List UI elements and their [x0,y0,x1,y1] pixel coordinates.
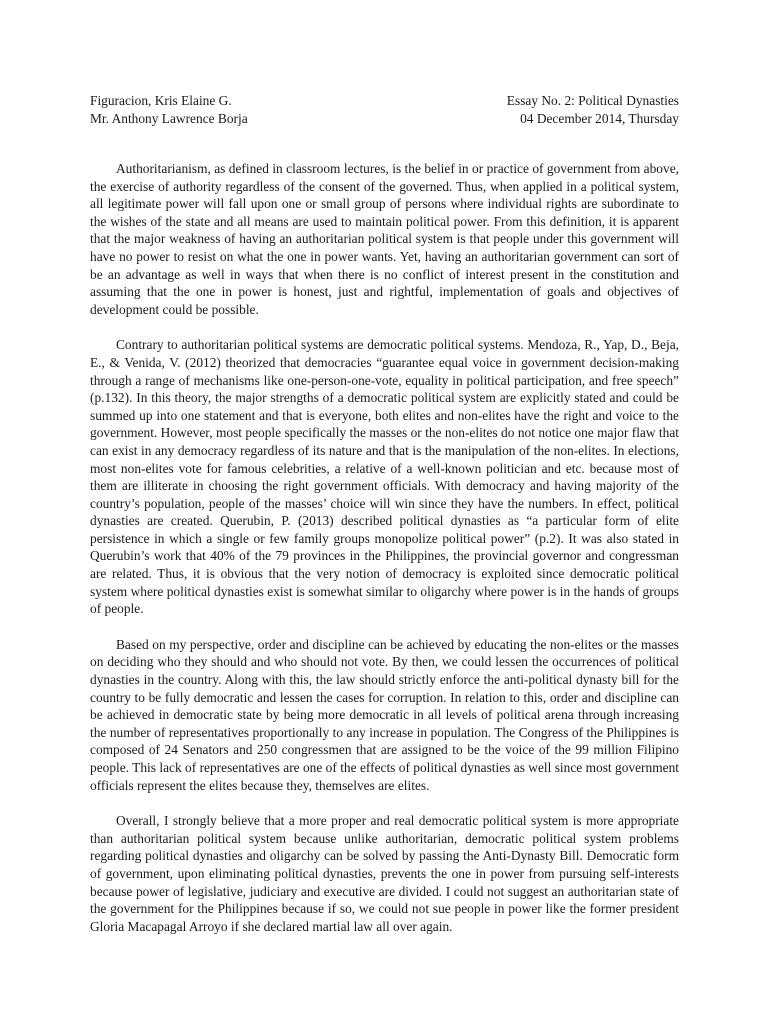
paragraph-2: Contrary to authoritarian political systems are democratic political systems. Mendoza, R., Yap, D., Beja, E., & Venida, V. (2012) theorized that democracies “guarantee equal voice in government decision-making through a range of mechanisms like one-person-one-vote, equality in political participation, and free speech” (p.132). In this theory, the major strengths of a democratic political system are explicitly stated and could be summed up into one statement and that is everyone, both elites and non-elites have the right and voice to the government. However, most people specifically the masses or the non-elites do not notice one major flaw that can exist in any democracy regardless of its nature and that is the manipulation of the non-elites. In elections, most non-elites vote for famous celebrities, a relative of a well-known politician and etc. because most of them are illiterate in choosing the right government officials. With democracy and having majority of the country’s population, people of the masses’ choice will win since they have the numbers. In effect, political dynasties are created. Querubin, P. (2013) described political dynasties as “a particular form of elite persistence in which a single or few family groups monopolize political power” (p.2). It was also stated in Querubin’s work that 40% of the 79 provinces in the Philippines, the provincial governor and congressman are related. Thus, it is obvious that the very notion of democracy is exploited since democratic political system where political dynasties exist is somewhat similar to oligarchy where power is in the hands of groups of people. [90,337,679,617]
paragraph-1: Authoritarianism, as defined in classroom lectures, is the belief in or practice of government from above, the exercise of authority regardless of the consent of the governed. Thus, when applied in a political system, all legitimate power will fall upon one or small group of persons where individual rights are subordinate to the wishes of the state and all means are used to maintain political power. From this definition, it is apparent that the major weakness of having an authoritarian political system is that people under this government will have no power to resist on what the one in power wants. Yet, having an authoritarian government can sort of be an advantage as well in ways that when there is no conflict of interest present in the constitution and assuming that the one in power is honest, just and rightful, implementation of goals and objectives of development could be possible. [90,161,679,317]
paragraph-4: Overall, I strongly believe that a more proper and real democratic political system is more appropriate than authoritarian political system because unlike authoritarian, democratic political system problems regarding political dynasties and oligarchy can be solved by passing the Anti-Dynasty Bill. Democratic form of government, upon eliminating political dynasties, prevents the one in power from pursuing self-interests because power of legislative, judiciary and executive are divided. I could not suggest an authoritarian state of the government for the Philippines because if so, we could not sue people in power like the former president Gloria Macapagal Arroyo if she declared martial law all over again. [90,813,679,934]
essay-body [90,160,679,935]
essay-header [90,92,679,128]
instructor-name: Mr. Anthony Lawrence Borja [90,111,248,126]
paragraph-3: Based on my perspective, order and discipline can be achieved by educating the non-elites or the masses on deciding who they should and who should not vote. By then, we could lessen the occurrences of political dynasties in the country. Along with this, the law should strictly enforce the anti-political dynasty bill for the country to be fully democratic and lessen the cases for corruption. In relation to this, order and discipline can be achieved in democratic state by being more democratic in all levels of political arena through increasing the number of representatives proportionally to any increase in population. The Congress of the Philippines is composed of 24 Senators and 250 congressmen that are assigned to be the voice of the 99 million Filipino people. This lack of representatives are one of the effects of political dynasties as well since most government officials represent the elites because they, themselves are elites. [90,636,679,793]
essay-date: 04 December 2014, Thursday [520,111,679,126]
header-row-2 [90,110,679,128]
essay-title: Essay No. 2: Political Dynasties [506,93,679,108]
header-row-1 [90,92,679,110]
author-name: Figuracion, Kris Elaine G. [90,93,232,108]
essay-page [90,92,679,953]
